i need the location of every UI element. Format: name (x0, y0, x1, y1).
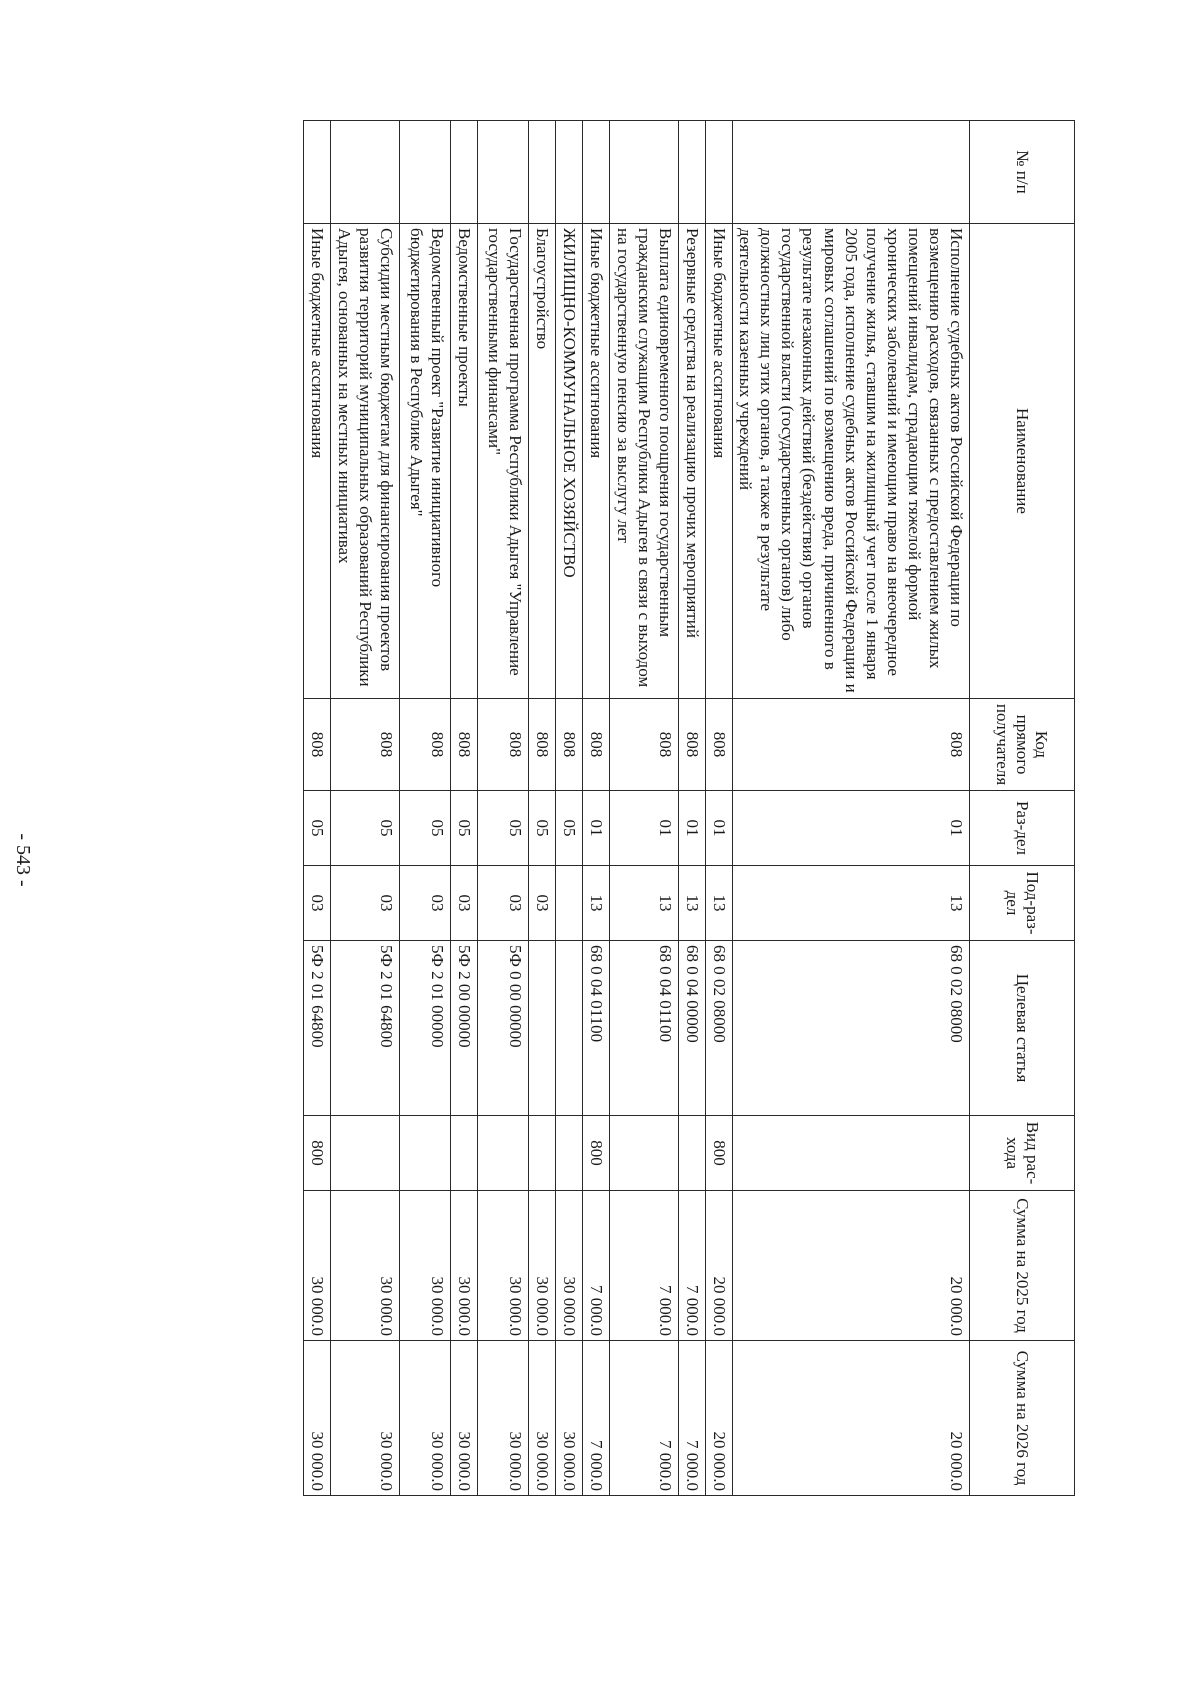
cell-section: 05 (304, 791, 331, 866)
header-row (970, 121, 1075, 1496)
cell-section: 01 (679, 791, 706, 866)
cell-article: 5Ф 0 00 00000 (478, 941, 529, 1116)
cell-num (583, 121, 610, 224)
table-row (733, 121, 970, 1496)
header-section: Раз-дел (970, 791, 1075, 866)
cell-recipient: 808 (556, 699, 583, 791)
cell-name: Исполнение судебных актов Российской Федерации по возмещению расходов, связанных с предоставлением жилых помещений инвалидам, страдающим тяжелой формой хронических заболеваний и имеющим право на внеочередное получение жилья, ставшим на жилищный учет после 1 января 2005 года, исполнение судебных актов Российской Федерации и мировых соглашений по возмещению вреда, причиненного в результате незаконных действий (бездействия) органов государственной власти (государственных органов) либо должностных лиц этих органов, а также в результате деятельности казенных учреждений (733, 224, 970, 699)
cell-subsection: 13 (706, 866, 733, 941)
header-subsection: Под-раз-дел (970, 866, 1075, 941)
cell-sum2025: 30 000.0 (331, 1191, 400, 1341)
cell-section: 01 (706, 791, 733, 866)
cell-article: 5Ф 2 01 64800 (304, 941, 331, 1116)
cell-sum2025: 30 000.0 (451, 1191, 478, 1341)
cell-sum2026: 30 000.0 (304, 1341, 331, 1496)
header-num: № п/п (970, 121, 1075, 224)
cell-article (556, 941, 583, 1116)
cell-name: Государственная программа Республики Адыгея "Управление государственными финансами" (478, 224, 529, 699)
cell-num (304, 121, 331, 224)
cell-sum2025: 20 000.0 (733, 1191, 970, 1341)
cell-num (451, 121, 478, 224)
cell-recipient: 808 (583, 699, 610, 791)
cell-num (733, 121, 970, 224)
cell-num (706, 121, 733, 224)
cell-sum2025: 7 000.0 (610, 1191, 679, 1341)
table-row (331, 121, 400, 1496)
cell-sum2025: 20 000.0 (706, 1191, 733, 1341)
cell-name: Ведомственный проект "Развитие инициативного бюджетирования в Республике Адыгея" (400, 224, 451, 699)
table-row (478, 121, 529, 1496)
cell-subsection: 03 (331, 866, 400, 941)
cell-expense (733, 1116, 970, 1191)
cell-subsection: 13 (679, 866, 706, 941)
cell-sum2026: 30 000.0 (529, 1341, 556, 1496)
cell-subsection: 13 (733, 866, 970, 941)
cell-article: 68 0 04 01100 (610, 941, 679, 1116)
cell-num (679, 121, 706, 224)
cell-article: 5Ф 2 01 00000 (400, 941, 451, 1116)
budget-table (303, 120, 1075, 1496)
cell-subsection: 13 (610, 866, 679, 941)
cell-section: 01 (583, 791, 610, 866)
cell-num (478, 121, 529, 224)
cell-name: ЖИЛИЩНО-КОММУНАЛЬНОЕ ХОЗЯЙСТВО (556, 224, 583, 699)
cell-expense (478, 1116, 529, 1191)
cell-sum2026: 7 000.0 (610, 1341, 679, 1496)
cell-expense: 800 (304, 1116, 331, 1191)
cell-expense (331, 1116, 400, 1191)
table-row (304, 121, 331, 1496)
cell-section: 05 (529, 791, 556, 866)
cell-num (529, 121, 556, 224)
cell-subsection: 03 (451, 866, 478, 941)
table-row (583, 121, 610, 1496)
cell-recipient: 808 (679, 699, 706, 791)
cell-num (556, 121, 583, 224)
cell-article: 68 0 02 08000 (733, 941, 970, 1116)
cell-sum2026: 20 000.0 (733, 1341, 970, 1496)
cell-recipient: 808 (706, 699, 733, 791)
cell-sum2026: 20 000.0 (706, 1341, 733, 1496)
cell-section: 05 (451, 791, 478, 866)
cell-article: 5Ф 2 01 64800 (331, 941, 400, 1116)
table-row (529, 121, 556, 1496)
cell-sum2025: 30 000.0 (304, 1191, 331, 1341)
header-recipient: Код прямого получателя (970, 699, 1075, 791)
cell-name: Иные бюджетные ассигнования (304, 224, 331, 699)
cell-subsection: 03 (400, 866, 451, 941)
cell-sum2025: 30 000.0 (556, 1191, 583, 1341)
cell-recipient: 808 (478, 699, 529, 791)
cell-sum2026: 7 000.0 (679, 1341, 706, 1496)
cell-subsection: 03 (529, 866, 556, 941)
cell-subsection: 03 (478, 866, 529, 941)
rotated-page (195, 120, 1075, 1495)
cell-article (529, 941, 556, 1116)
cell-expense (451, 1116, 478, 1191)
cell-section: 01 (733, 791, 970, 866)
cell-name: Ведомственные проекты (451, 224, 478, 699)
cell-article: 68 0 04 00000 (679, 941, 706, 1116)
cell-recipient: 808 (733, 699, 970, 791)
cell-recipient: 808 (400, 699, 451, 791)
cell-expense (556, 1116, 583, 1191)
cell-article: 5Ф 2 00 00000 (451, 941, 478, 1116)
cell-name: Иные бюджетные ассигнования (583, 224, 610, 699)
cell-section: 05 (400, 791, 451, 866)
cell-num (610, 121, 679, 224)
header-expense: Вид рас-хода (970, 1116, 1075, 1191)
cell-sum2025: 30 000.0 (478, 1191, 529, 1341)
table-row (451, 121, 478, 1496)
cell-sum2026: 30 000.0 (400, 1341, 451, 1496)
cell-sum2025: 30 000.0 (400, 1191, 451, 1341)
cell-expense (529, 1116, 556, 1191)
cell-sum2026: 7 000.0 (583, 1341, 610, 1496)
cell-expense: 800 (583, 1116, 610, 1191)
cell-num (400, 121, 451, 224)
cell-expense (400, 1116, 451, 1191)
cell-section: 05 (556, 791, 583, 866)
cell-recipient: 808 (304, 699, 331, 791)
table-row (400, 121, 451, 1496)
cell-article: 68 0 02 08000 (706, 941, 733, 1116)
header-article: Целевая статья (970, 941, 1075, 1116)
cell-expense: 800 (706, 1116, 733, 1191)
cell-name: Выплата единовременного поощрения государственным гражданским служащим Республики Адыгея в связи с выходом на государственную пенсию за выслугу лет (610, 224, 679, 699)
cell-recipient: 808 (451, 699, 478, 791)
header-sum2025: Сумма на 2025 год (970, 1191, 1075, 1341)
cell-article: 68 0 04 01100 (583, 941, 610, 1116)
cell-sum2026: 30 000.0 (451, 1341, 478, 1496)
cell-name: Субсидии местным бюджетам для финансирования проектов развития территорий муниципальных образований Республики Адыгея, основанных на местных инициативах (331, 224, 400, 699)
cell-section: 05 (478, 791, 529, 866)
cell-recipient: 808 (331, 699, 400, 791)
cell-subsection: 13 (583, 866, 610, 941)
table-row (556, 121, 583, 1496)
cell-subsection (556, 866, 583, 941)
cell-recipient: 808 (529, 699, 556, 791)
cell-section: 05 (331, 791, 400, 866)
cell-sum2026: 30 000.0 (556, 1341, 583, 1496)
table-row (706, 121, 733, 1496)
cell-sum2025: 7 000.0 (679, 1191, 706, 1341)
cell-num (331, 121, 400, 224)
cell-expense (679, 1116, 706, 1191)
cell-expense (610, 1116, 679, 1191)
cell-sum2025: 7 000.0 (583, 1191, 610, 1341)
page-number: - 543 - (12, 833, 34, 887)
cell-name: Иные бюджетные ассигнования (706, 224, 733, 699)
cell-name: Благоустройство (529, 224, 556, 699)
cell-sum2026: 30 000.0 (331, 1341, 400, 1496)
header-sum2026: Сумма на 2026 год (970, 1341, 1075, 1496)
header-name: Наименование (970, 224, 1075, 699)
cell-section: 01 (610, 791, 679, 866)
cell-subsection: 03 (304, 866, 331, 941)
cell-name: Резервные средства на реализацию прочих мероприятий (679, 224, 706, 699)
table-row (610, 121, 679, 1496)
table-row (679, 121, 706, 1496)
cell-sum2026: 30 000.0 (478, 1341, 529, 1496)
cell-recipient: 808 (610, 699, 679, 791)
cell-sum2025: 30 000.0 (529, 1191, 556, 1341)
